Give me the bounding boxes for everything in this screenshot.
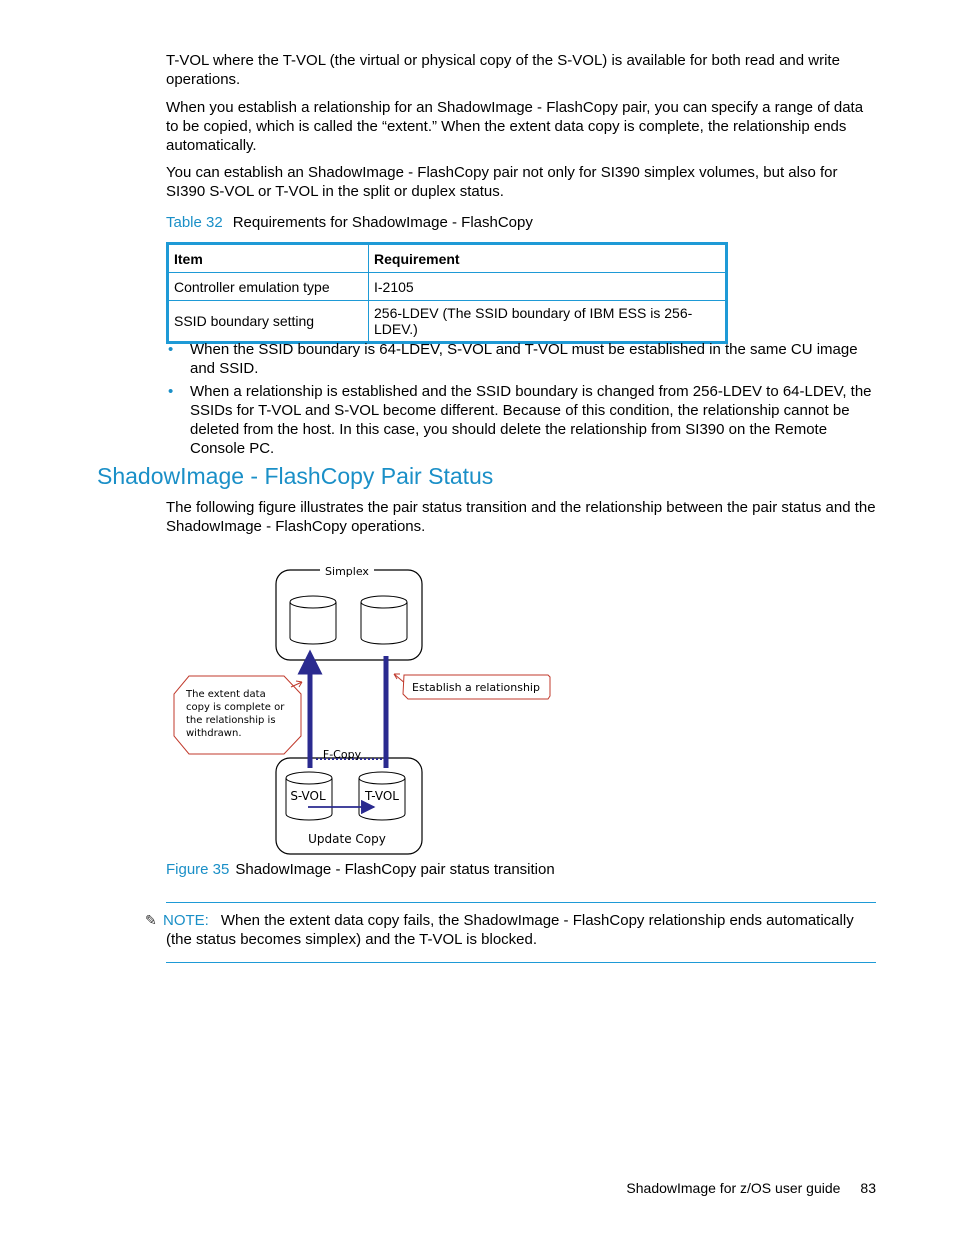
cell-item: SSID boundary setting xyxy=(168,301,369,343)
note-text-line2: (the status becomes simplex) and the T-VOL is blocked. xyxy=(166,931,538,948)
list-item: • When the SSID boundary is 64-LDEV, S-VOL and T-VOL must be established in the same CU image and SSID. xyxy=(168,341,858,377)
bullet-icon: • xyxy=(168,383,174,400)
table-caption xyxy=(166,213,533,232)
footer-title: ShadowImage for z/OS user guide xyxy=(626,1180,841,1196)
table-header-row xyxy=(168,244,727,273)
section-heading: ShadowImage - FlashCopy Pair Status xyxy=(97,463,494,489)
cell-requirement: 256-LDEV (The SSID boundary of IBM ESS is 256-LDEV.) xyxy=(369,301,727,343)
table-row xyxy=(168,273,727,301)
header-requirement: Requirement xyxy=(369,244,727,273)
requirements-table xyxy=(166,242,728,344)
table-label: Table 32 xyxy=(166,214,223,231)
note-bottom-rule xyxy=(166,962,876,963)
cell-item: Controller emulation type xyxy=(168,273,369,301)
paragraph-extent: When you establish a relationship for an ShadowImage - FlashCopy pair, you can specify a range of data to be copied, which is called the “extent.” When the extent data copy is complete, the relationship ends automatically. xyxy=(166,99,864,154)
page-number: 83 xyxy=(860,1180,876,1196)
bullet-list xyxy=(166,340,876,462)
table-title: Requirements for ShadowImage - FlashCopy xyxy=(232,214,533,231)
note-label: NOTE: xyxy=(163,912,209,929)
simplex-label: Simplex xyxy=(325,565,369,578)
note-text-line1: When the extent data copy fails, the ShadowImage - FlashCopy relationship ends automatically xyxy=(220,912,854,929)
tvol-label: T-VOL xyxy=(365,789,399,803)
fcopy-label: F-Copy xyxy=(322,748,362,761)
simplex-volume-right xyxy=(361,596,407,644)
svol-label: S-VOL xyxy=(290,789,326,803)
note-block xyxy=(145,911,876,949)
list-item: • When a relationship is established and the SSID boundary is changed from 256-LDEV to 64-LDEV, the SSIDs for T-VOL and S-VOL become different. Because of this condition, the relationship cannot be deleted from the host. In this case, you should delete the relationship from SI390 on the Remote Console PC. xyxy=(168,383,872,457)
bullet-icon: • xyxy=(168,341,174,358)
extent-text: The extent data copy is complete or the relationship is withdrawn. xyxy=(186,689,285,739)
note-top-rule xyxy=(166,902,876,903)
header-item: Item xyxy=(168,244,369,273)
note-icon: ✎ xyxy=(145,912,157,928)
section-intro: The following figure illustrates the pair status transition and the relationship between the pair status and the ShadowImage - FlashCopy operations. xyxy=(166,499,876,535)
figure-caption xyxy=(166,860,555,879)
pair-status-diagram xyxy=(166,558,566,860)
paragraph-simplex: You can establish an ShadowImage - FlashCopy pair not only for SI390 simplex volumes, but also for SI390 S-VOL or T-VOL in the split or duplex status. xyxy=(166,164,838,200)
figure-label: Figure 35 xyxy=(166,861,230,878)
update-copy-label: Update Copy xyxy=(308,832,386,846)
page-footer xyxy=(626,1180,876,1196)
paragraph-tvol: T-VOL where the T-VOL (the virtual or physical copy of the S-VOL) is available for both read and write operations. xyxy=(166,52,840,88)
cell-requirement: I-2105 xyxy=(369,273,727,301)
establish-label: Establish a relationship xyxy=(412,681,540,694)
figure-title: ShadowImage - FlashCopy pair status transition xyxy=(235,861,555,878)
table-row xyxy=(168,301,727,343)
simplex-volume-left xyxy=(290,596,336,644)
